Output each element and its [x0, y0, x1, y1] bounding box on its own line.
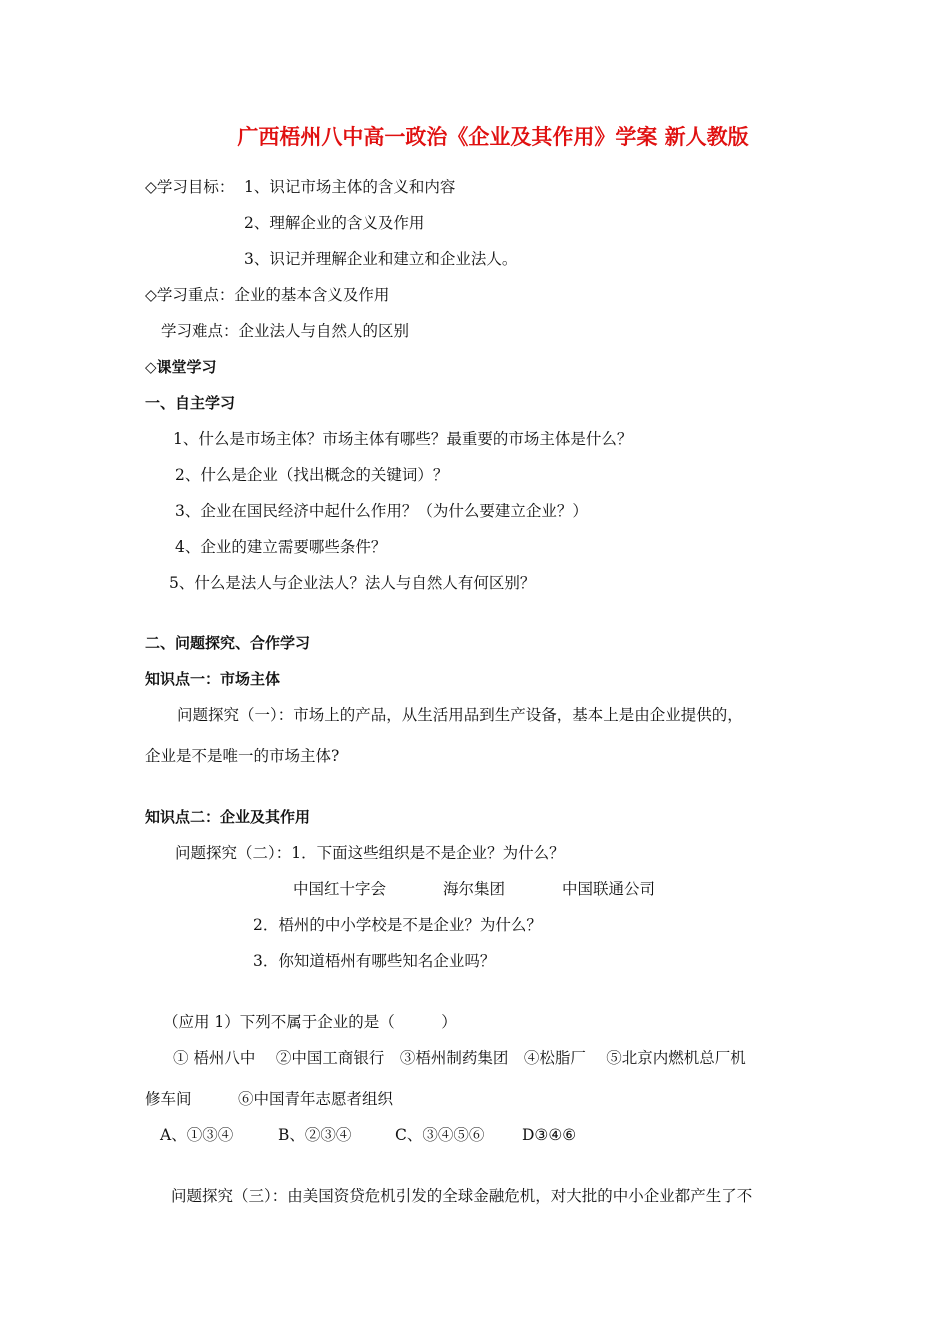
inquiry1-line: 企业是不是唯一的市场主体?: [145, 747, 340, 765]
org-item: 海尔集团: [443, 880, 506, 898]
inquiry1-line: 问题探究（一）：市场上的产品，从生活用品到生产设备，基本上是由企业提供的，: [177, 706, 743, 724]
application-options: 修车间 ⑥中国青年志愿者组织: [145, 1090, 394, 1108]
question-item: 2、什么是企业（找出概念的关键词）？: [175, 466, 449, 484]
inquiry3-line: 问题探究（三）：由美国资贷危机引发的全球金融危机，对大批的中小企业都产生了不: [171, 1187, 753, 1205]
org-item: 中国联通公司: [562, 880, 656, 898]
objective-item: 1、识记市场主体的含义和内容: [244, 178, 456, 196]
answer-option: B、②③④: [278, 1126, 352, 1144]
answer-option: A、①③④: [160, 1126, 234, 1144]
inquiry2-question: 2．梧州的中小学校是不是企业？为什么？: [253, 916, 542, 934]
inquiry2-question: 问题探究（二）：1．下面这些组织是不是企业？为什么？: [175, 844, 565, 862]
question-item: 5、什么是法人与企业法人？法人与自然人有何区别？: [169, 574, 536, 592]
inquiry2-question: 3．你知道梧州有哪些知名企业吗？: [253, 952, 496, 970]
answer-option: C、③④⑤⑥: [395, 1126, 485, 1144]
key-point: ◇学习重点：企业的基本含义及作用: [145, 286, 390, 304]
classroom-heading: ◇课堂学习: [145, 358, 217, 376]
question-item: 1、什么是市场主体？市场主体有哪些？最重要的市场主体是什么？: [173, 430, 633, 448]
section1-heading: 一、自主学习: [145, 394, 236, 412]
kp1-heading: 知识点一：市场主体: [145, 670, 281, 688]
question-item: 4、企业的建立需要哪些条件？: [175, 538, 387, 556]
objective-item: 2、理解企业的含义及作用: [244, 214, 425, 232]
document-title: 广西梧州八中高一政治《企业及其作用》学案 新人教版: [237, 125, 749, 149]
objectives-label: ◇学习目标：: [145, 178, 235, 196]
section2-heading: 二、问题探究、合作学习: [145, 634, 311, 652]
difficulty: 学习难点：企业法人与自然人的区别: [161, 322, 410, 340]
question-item: 3、企业在国民经济中起什么作用？（为什么要建立企业？）: [175, 502, 588, 520]
answer-option: D③④⑥: [522, 1126, 577, 1144]
org-item: 中国红十字会: [293, 880, 387, 898]
objective-item: 3、识记并理解企业和建立和企业法人。: [244, 250, 518, 268]
application-stem: （应用 1）下列不属于企业的是（ ）: [163, 1013, 457, 1031]
application-options: ① 梧州八中 ②中国工商银行 ③梧州制药集团 ④松脂厂 ⑤北京内燃机总厂机: [173, 1049, 746, 1067]
kp2-heading: 知识点二：企业及其作用: [145, 808, 311, 826]
